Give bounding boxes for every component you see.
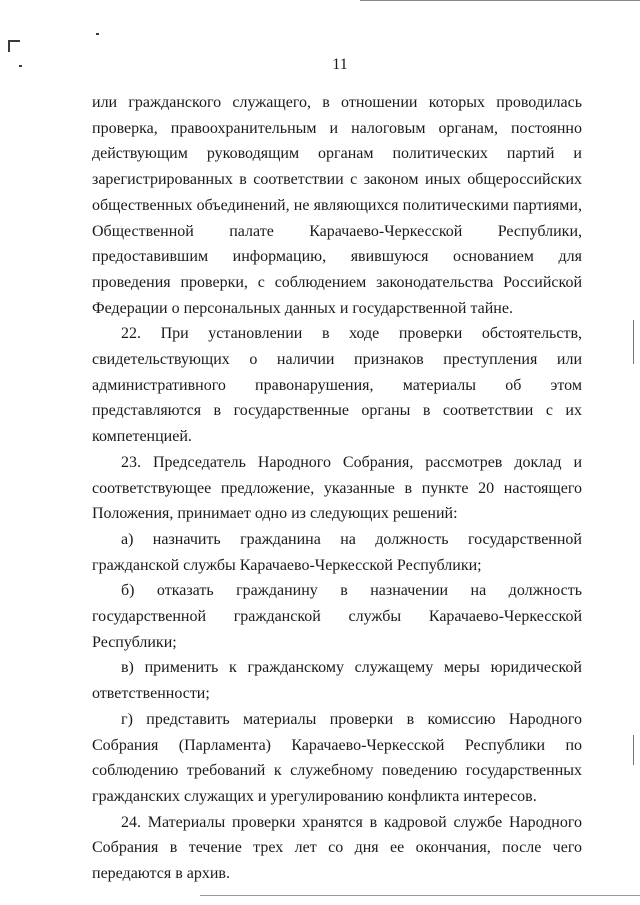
scan-edge-line [360,0,640,1]
paragraph-item-22: 22. При установлении в ходе проверки обстоятельств, свидетельствующих о наличии признаков преступления или административного правонарушения, материалы об этом представляются в государственные органы в соответствии с их компетенцией. [92,325,582,446]
page-number: 11 [332,56,348,73]
scan-speck [96,33,99,35]
paragraph-continuation: или гражданского служащего, в отношении которых проводилась проверка, правоохранительным и налоговым органам, постоянно действующим руководящим органам политических партий и зарегистрированных в соответствии с законом иных общероссийских общественных объединений, не являющихся политическими партиями, Общественной палате Карачаево-Черкесской Республики, предоставившим информацию, явившуюся основанием для проведения проверки, с соблюдением законодательства Российской Федерации о персональных данных и государственной тайне. [92,94,582,317]
scan-edge-line [200,895,640,896]
subitem-a: а) назначить гражданина на должность государственной гражданской службы Карачаево-Черкесской Республики; [92,530,582,574]
document-body [92,90,582,887]
subitem-v: в) применить к гражданскому служащему меры юридической ответственности; [92,659,582,703]
paragraph-item-23: 23. Председатель Народного Собрания, рассмотрев доклад и соответствующее предложение, указанные в пункте 20 настоящего Положения, принимает одно из следующих решений: [92,453,582,523]
scan-edge-line [633,735,634,765]
subitem-b: б) отказать гражданину в назначении на должность государственной гражданской службы Карачаево-Черкесской Республики; [92,582,582,651]
subitem-g: г) представить материалы проверки в комиссию Народного Собрания (Парламента) Карачаево-Черкесской Республики по соблюдению требований к служебному поведению государственных гражданских служащих и урегулированию конфликта интересов. [92,710,582,805]
scan-edge-line [633,320,634,364]
paragraph-item-24: 24. Материалы проверки хранятся в кадровой службе Народного Собрания в течение трех лет со дня ее окончания, после чего передаются в архив. [92,813,582,883]
scan-corner-mark-vertical [8,40,10,52]
